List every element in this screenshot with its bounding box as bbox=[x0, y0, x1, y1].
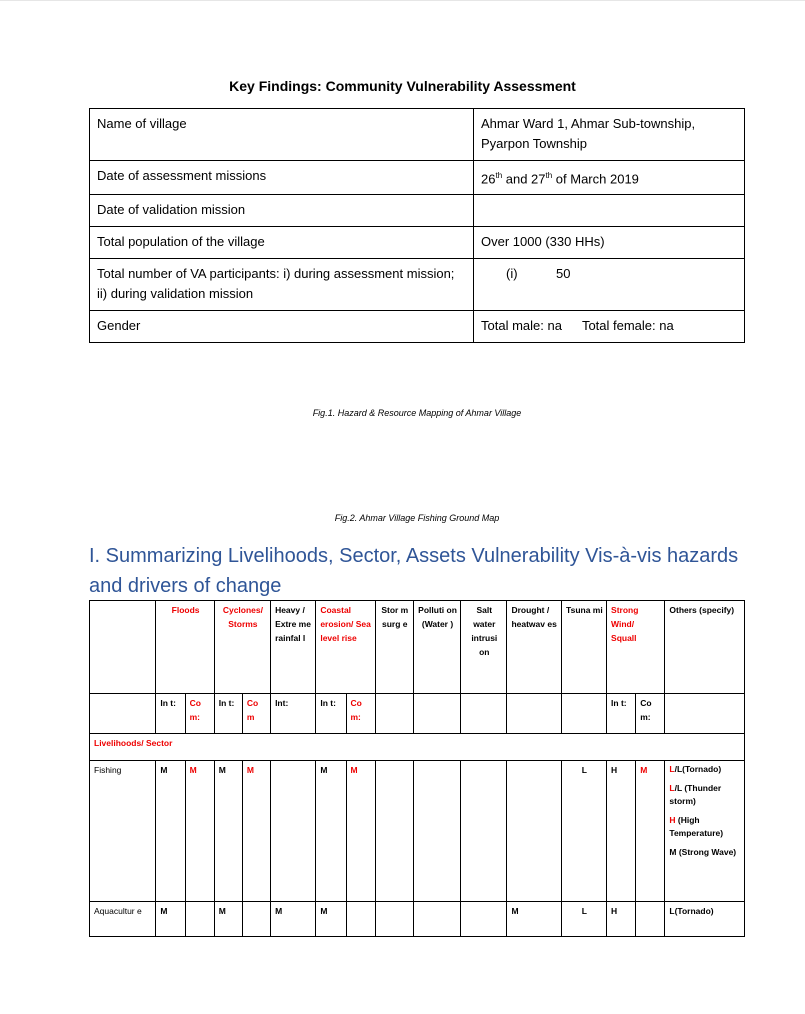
table-row-fishing bbox=[90, 761, 745, 902]
cell-pollution bbox=[413, 902, 460, 937]
header-salt-water: Salt water intrusi on bbox=[461, 601, 507, 694]
cell-tsunami: L bbox=[561, 761, 606, 902]
subheader-empty bbox=[507, 694, 561, 734]
header-storm-surge: Stor m surg e bbox=[375, 601, 413, 694]
others-item: L/L(Tornado) bbox=[669, 764, 722, 774]
cell-cyclones-com: M bbox=[242, 761, 270, 902]
cell-drought: M bbox=[507, 902, 561, 937]
value-assessment-date: 26th and 27th of March 2019 bbox=[474, 161, 745, 195]
cell-floods-int: M bbox=[156, 761, 185, 902]
subheader-int: In t: bbox=[214, 694, 242, 734]
subheader-com: Co m: bbox=[185, 694, 214, 734]
corner-cell bbox=[90, 601, 156, 694]
cell-cyclones-int: M bbox=[214, 761, 242, 902]
row-label-fishing: Fishing bbox=[90, 761, 156, 902]
table-row bbox=[90, 195, 745, 227]
table-row bbox=[90, 259, 745, 311]
header-cyclones: Cyclones/ Storms bbox=[214, 601, 270, 694]
cell-coastal-int: M bbox=[316, 902, 346, 937]
cell-storm bbox=[375, 761, 413, 902]
cell-pollution bbox=[413, 761, 460, 902]
livelihoods-section-label: Livelihoods/ Sector bbox=[90, 734, 745, 761]
value-gender: Total male: na Total female: na bbox=[474, 311, 745, 343]
cell-floods-int: M bbox=[156, 902, 185, 937]
label-village-name: Name of village bbox=[90, 109, 474, 161]
cell-others: L(Tornado) bbox=[665, 902, 745, 937]
value-participants: (i) 50 bbox=[474, 259, 745, 311]
assessment-info-table bbox=[89, 108, 745, 343]
hazard-header-row bbox=[90, 601, 745, 694]
table-row bbox=[90, 311, 745, 343]
header-others: Others (specify) bbox=[665, 601, 745, 694]
cell-salt bbox=[461, 902, 507, 937]
cell-wind-int: H bbox=[607, 902, 636, 937]
cell-others bbox=[665, 761, 745, 902]
cell-floods-com bbox=[185, 902, 214, 937]
cell-heavy: M bbox=[271, 902, 316, 937]
subheader-empty bbox=[413, 694, 460, 734]
row-label-aquaculture: Aquacultur e bbox=[90, 902, 156, 937]
cell-storm bbox=[375, 902, 413, 937]
subheader-int: In t: bbox=[156, 694, 185, 734]
cell-wind-int: H bbox=[607, 761, 636, 902]
figure-1-caption: Fig.1. Hazard & Resource Mapping of Ahmar Village bbox=[312, 408, 522, 418]
cell-wind-com: M bbox=[636, 761, 665, 902]
subheader-row bbox=[90, 694, 745, 734]
header-floods: Floods bbox=[156, 601, 214, 694]
cell-coastal-int: M bbox=[316, 761, 346, 902]
cell-drought bbox=[507, 761, 561, 902]
header-strong-wind: Strong Wind/ Squall bbox=[607, 601, 665, 694]
subheader-empty bbox=[375, 694, 413, 734]
document-title: Key Findings: Community Vulnerability Assessment bbox=[229, 78, 576, 94]
vulnerability-matrix-table bbox=[89, 600, 745, 937]
table-row bbox=[90, 109, 745, 161]
subheader-int: In t: bbox=[316, 694, 346, 734]
value-village-name: Ahmar Ward 1, Ahmar Sub-township, Pyarpon Township bbox=[474, 109, 745, 161]
label-gender: Gender bbox=[90, 311, 474, 343]
subheader-int: Int: bbox=[271, 694, 316, 734]
subheader-com: Co m: bbox=[346, 694, 375, 734]
others-item: L/L (Thunder storm) bbox=[669, 783, 722, 806]
cell-salt bbox=[461, 761, 507, 902]
section-label-row bbox=[90, 734, 745, 761]
header-drought: Drought / heatwav es bbox=[507, 601, 561, 694]
table-row bbox=[90, 227, 745, 259]
cell-heavy bbox=[271, 761, 316, 902]
value-validation-date bbox=[474, 195, 745, 227]
cell-cyclones-com bbox=[242, 902, 270, 937]
cell-floods-com: M bbox=[185, 761, 214, 902]
others-item: H (High Temperature) bbox=[669, 815, 724, 838]
subheader-com: Co m: bbox=[636, 694, 665, 734]
cell-coastal-com: M bbox=[346, 761, 375, 902]
section-heading: I. Summarizing Livelihoods, Sector, Assets Vulnerability Vis-à-vis hazards and drivers of change bbox=[89, 545, 739, 597]
header-heavy-rainfall: Heavy / Extre me rainfal l bbox=[271, 601, 316, 694]
subheader-empty bbox=[461, 694, 507, 734]
label-participants: Total number of VA participants: i) during assessment mission; ii) during validation mission bbox=[90, 259, 474, 311]
figure-2-caption: Fig.2. Ahmar Village Fishing Ground Map bbox=[334, 513, 500, 523]
value-population: Over 1000 (330 HHs) bbox=[474, 227, 745, 259]
subheader-int: In t: bbox=[607, 694, 636, 734]
others-item: M (Strong Wave) bbox=[669, 847, 737, 857]
header-coastal-erosion: Coastal erosion/ Sea level rise bbox=[316, 601, 375, 694]
label-population: Total population of the village bbox=[90, 227, 474, 259]
cell-tsunami: L bbox=[561, 902, 606, 937]
cell-wind-com bbox=[636, 902, 665, 937]
header-pollution: Polluti on (Water ) bbox=[413, 601, 460, 694]
table-row-aquaculture bbox=[90, 902, 745, 937]
label-assessment-date: Date of assessment missions bbox=[90, 161, 474, 195]
top-border bbox=[0, 0, 805, 1]
cell-coastal-com bbox=[346, 902, 375, 937]
cell-cyclones-int: M bbox=[214, 902, 242, 937]
subheader-empty bbox=[665, 694, 745, 734]
subheader-com: Co m bbox=[242, 694, 270, 734]
label-validation-date: Date of validation mission bbox=[90, 195, 474, 227]
table-row bbox=[90, 161, 745, 195]
header-tsunami: Tsuna mi bbox=[561, 601, 606, 694]
subheader-empty bbox=[561, 694, 606, 734]
subheader-empty bbox=[90, 694, 156, 734]
